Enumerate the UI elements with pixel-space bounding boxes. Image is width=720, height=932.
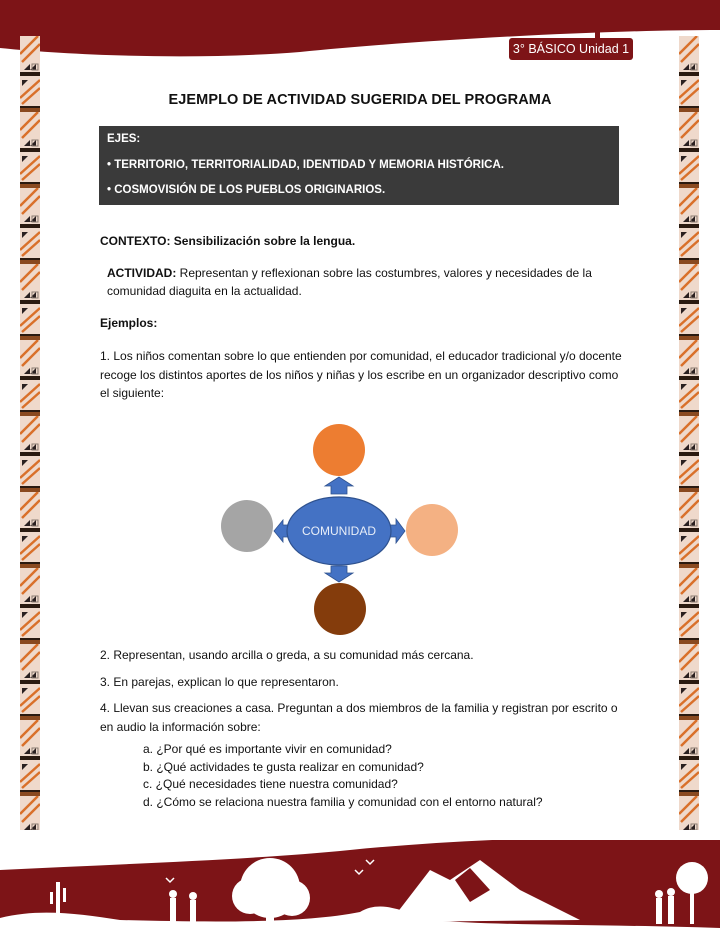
node-left [221,500,273,552]
actividad-paragraph [107,264,617,300]
left-ornament-border [20,36,40,830]
cactus-icon [56,882,60,918]
ejes-box [99,126,619,205]
ejes-item: • COSMOVISIÓN DE LOS PUEBLOS ORIGINARIOS. [107,184,386,196]
unit-badge: 3° BÁSICO Unidad 1 [509,38,633,60]
node-right [406,504,458,556]
ejemplos-heading: Ejemplos: [100,316,158,330]
ejes-label: EJES: [107,133,141,145]
question-item: d. ¿Cómo se relaciona nuestra familia y comunidad con el entorno natural? [143,794,543,809]
person-icon [170,898,176,922]
node-bottom [314,583,366,635]
question-item: c. ¿Qué necesidades tiene nuestra comunidad? [143,777,398,791]
actividad-label: ACTIVIDAD: [107,266,177,280]
node-top [313,424,365,476]
ejes-item: • TERRITORIO, TERRITORIALIDAD, IDENTIDAD Y MEMORIA HISTÓRICA. [107,159,504,171]
arrow-up-icon [325,477,353,494]
arrow-down-icon [325,566,353,582]
step-1: 1. Los niños comentan sobre lo que entienden por comunidad, el educador tradicional y/o docente recoge los distintos aportes de los niños y niñas y los escribe en un organizador descriptivo como el siguiente: [100,349,622,400]
footer-landscape-band [0,840,720,932]
contexto-line: CONTEXTO: Sensibilización sobre la lengua. [100,234,356,248]
question-list [143,741,543,811]
actividad-text: Representan y reflexionan sobre las costumbres, valores y necesidades de la comunidad diaguita en la actualidad. [107,266,592,298]
diagram-center-label: COMUNIDAD [302,524,376,538]
step-4: 4. Llevan sus creaciones a casa. Preguntan a dos miembros de la familia y registran por escrito o en audio la información sobre: [100,701,618,734]
right-ornament-border [679,36,699,830]
step-2: 2. Representan, usando arcilla o greda, a su comunidad más cercana. [100,648,474,662]
page-title: EJEMPLO DE ACTIVIDAD SUGERIDA DEL PROGRAMA [168,92,552,108]
question-item: a. ¿Por qué es importante vivir en comunidad? [143,742,392,756]
question-item: b. ¿Qué actividades te gusta realizar en comunidad? [143,759,424,774]
step-3: 3. En parejas, explican lo que representaron. [100,675,339,689]
